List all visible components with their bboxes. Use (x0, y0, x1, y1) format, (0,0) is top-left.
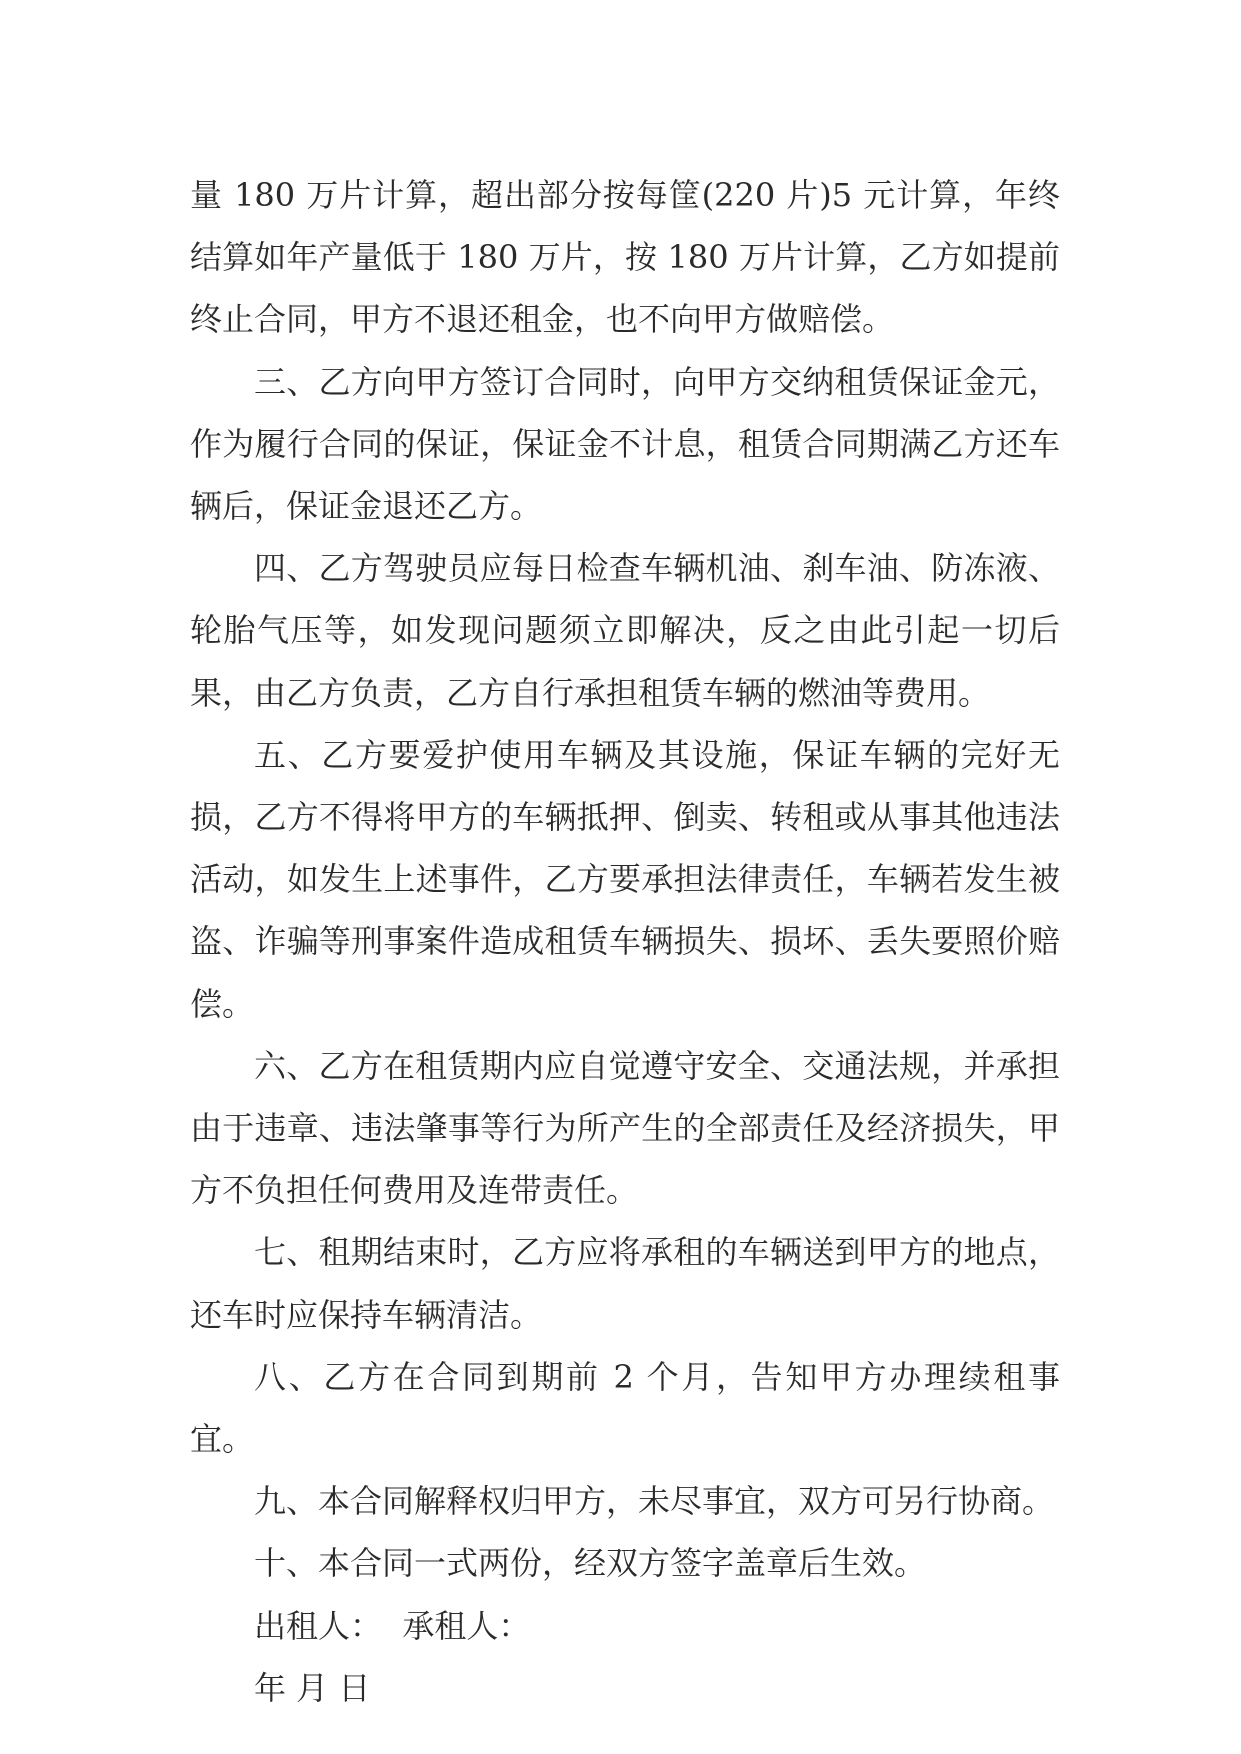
paragraph-clause-10: 十、本合同一式两份，经双方签字盖章后生效。 (254, 1544, 927, 1583)
paragraph-clause-4: 四、乙方驾驶员应每日检查车辆机油、刹车油、防冻液、轮胎气压等，如发现问题须立即解决，反之由此引起一切后果，由乙方负责，乙方自行承担租赁车辆的燃油等费用。 (190, 549, 1060, 712)
paragraph-clause-3: 三、乙方向甲方签订合同时，向甲方交纳租赁保证金元，作为履行合同的保证，保证金不计息，租赁合同期满乙方还车辆后，保证金退还乙方。 (190, 362, 1060, 526)
paragraph-clause-5: 五、乙方要爱护使用车辆及其设施，保证车辆的完好无损，乙方不得将甲方的车辆抵押、倒卖、转租或从事其他违法活动，如发生上述事件，乙方要承担法律责任，车辆若发生被盗、诈骗等刑事案件造成租赁车辆损失、损坏、丢失要照价赔偿。 (190, 735, 1060, 1023)
paragraph-clause-7: 七、租期结束时，乙方应将承租的车辆送到甲方的地点，还车时应保持车辆清洁。 (190, 1233, 1060, 1334)
paragraph-clause-6: 六、乙方在租赁期内应自觉遵守安全、交通法规，并承担由于违章、违法肇事等行为所产生的全部责任及经济损失，甲方不负担任何费用及连带责任。 (190, 1046, 1060, 1210)
date-line: 年 月 日 (254, 1668, 371, 1707)
paragraph-clause-9: 九、本合同解释权归甲方，未尽事宜，双方可另行协商。 (254, 1482, 1055, 1521)
document-page (190, 164, 1060, 1719)
paragraph-continued: 量 180 万片计算，超出部分按每筐(220 片)5 元计算，年终结算如年产量低于 180 万片，按 180 万片计算，乙方如提前终止合同，甲方不退还租金，也不向甲方做赔偿。 (190, 176, 1060, 339)
signature-line: 出租人： 承租人： (254, 1606, 531, 1645)
paragraph-clause-8: 八、乙方在合同到期前 2 个月，告知甲方办理续租事宜。 (190, 1357, 1060, 1459)
